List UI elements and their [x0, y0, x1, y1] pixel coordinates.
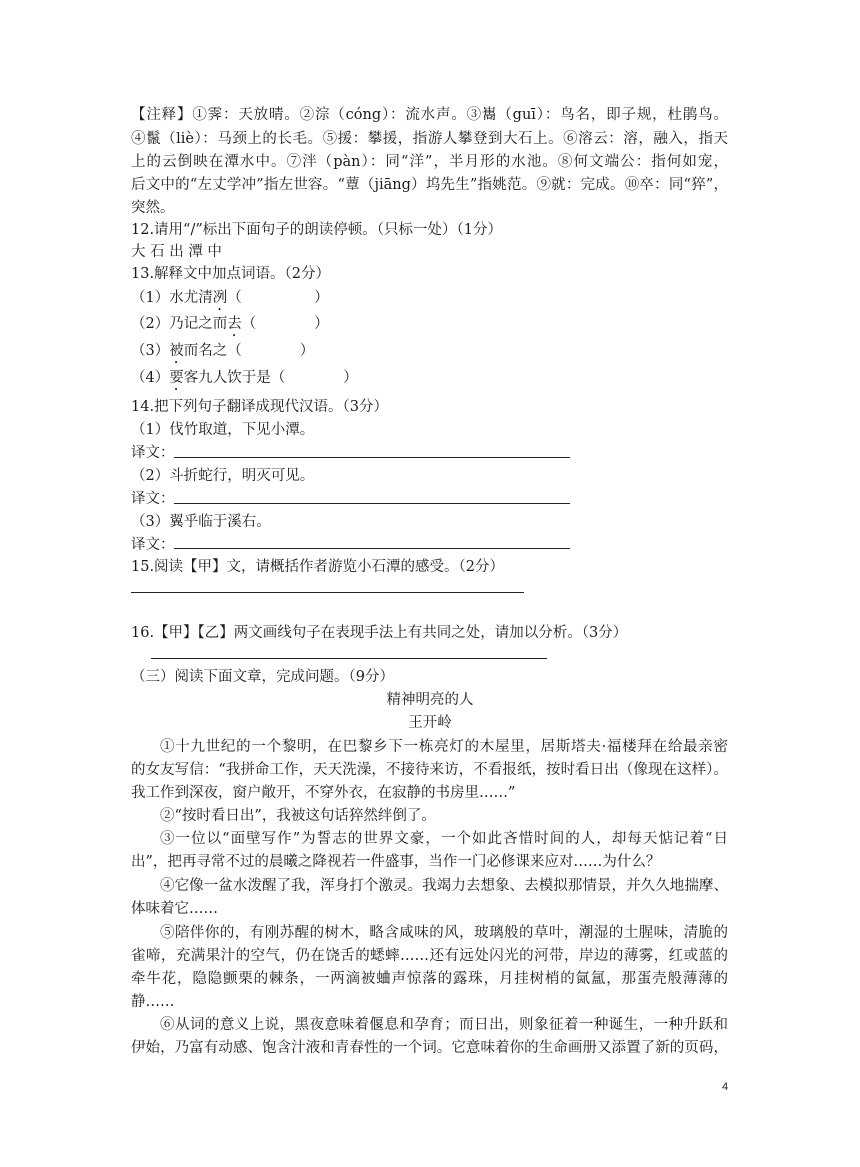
q14-answer-label-1: 译文： [131, 445, 175, 461]
q16-answer-line[interactable] [151, 658, 547, 659]
q13-item-2-dotted-word: 去 [227, 316, 242, 332]
notes-line-2: ④鬣（liè）：马颈上的长毛。⑤援：攀援，指游人攀登到大石上。⑥溶云：溶，融入，指天 [131, 131, 728, 147]
q13-item-4-text: （4） [131, 370, 170, 386]
passage-p5-line-4: 静…… [131, 994, 175, 1010]
notes-line-3: 上的云倒映在潭水中。⑦泮（pàn）：同“洋”，半月形的水池。⑧何文端公：指何如宠， [131, 154, 728, 170]
passage-p5-line-3: 牵牛花，隐隐颤栗的棘条，一两滴被蛐声惊落的露珠，月挂树梢的氤氲，那蛋壳般薄薄的 [131, 971, 728, 987]
q13-item-2-text: （2）乃记之而 [131, 316, 228, 332]
q13-item-3-blank[interactable]: 而名之（ ） [183, 343, 315, 359]
passage-p6-line-2: 伊始，乃富有动感、饱含汁液和青春性的一个词。它意味着你的生命画册又添置了新的页码， [131, 1040, 728, 1056]
q14-answer-label-3: 译文： [131, 537, 175, 553]
question-15-prompt: 15.阅读【甲】文，请概括作者游览小石潭的感受。（2分） [131, 559, 505, 575]
question-12-prompt: 12.请用“/”标出下面句子的朗读停顿。（只标一处）（1分） [131, 222, 502, 238]
q13-item-1-text: （1）水尤清 [131, 290, 213, 306]
question-13-prompt: 13.解释文中加点词语。（2分） [131, 266, 331, 282]
passage-p2-line-1: ②“按时看日出”，我被这句话猝然绊倒了。 [160, 808, 436, 824]
q14-answer-line-3[interactable] [174, 548, 570, 549]
notes-line-4: 后文中的“左丈学冲”指左世容。“蕈（jiāng）坞先生”指姚范。⑨就：完成。⑩卒：同“猝”， [131, 177, 728, 193]
notes-line-5: 突然。 [131, 200, 175, 216]
question-14-prompt: 14.把下列句子翻译成现代汉语。（3分） [131, 399, 389, 415]
passage-p4-line-2: 体味着它…… [131, 901, 218, 917]
q13-item-3-dotted-word: 被 [169, 343, 184, 359]
passage-p3-line-2: 出”，把再寻常不过的晨曦之降视若一件盛事，当作一门必修课来应对……为什么？ [131, 854, 661, 870]
passage-p6-line-1: ⑥从词的意义上说，黑夜意味着偃息和孕育；而日出，则象征着一种诞生，一种升跃和 [160, 1017, 728, 1033]
passage-p1-line-2: 的女友写信：“我拼命工作，天天洗澡，不接待来访，不看报纸，按时看日出（像现在这样）。 [131, 762, 728, 778]
q14-sentence-2: （2）斗折蛇行，明灭可见。 [131, 468, 315, 484]
question-13-item-3 [131, 340, 314, 367]
question-13-item-2 [131, 313, 329, 340]
q14-answer-label-2: 译文： [131, 491, 175, 507]
question-16-prompt: 16.【甲】【乙】两文画线句子在表现手法上有共同之处，请加以分析。（3分） [131, 625, 628, 641]
passage-p4-line-1: ④它像一盆水泼醒了我，浑身打个激灵。我竭力去想象、去模拟那情景，并久久地揣摩、 [160, 878, 728, 894]
question-12-sentence: 大 石 出 潭 中 [131, 244, 222, 260]
q14-answer-line-1[interactable] [174, 457, 570, 458]
section-3-heading: （三）阅读下面文章，完成问题。（9分） [131, 669, 394, 685]
q13-item-2-blank[interactable]: （ ） [241, 316, 329, 332]
passage-p1-line-3: 我工作到深夜，窗户敞开，不穿外衣，在寂静的书房里……” [131, 785, 516, 801]
q15-answer-line[interactable] [131, 592, 524, 593]
q14-answer-line-2[interactable] [174, 503, 570, 504]
q13-item-3-text: （3） [131, 343, 170, 359]
question-13-item-1 [131, 287, 329, 314]
question-13-item-4 [131, 367, 358, 394]
q14-sentence-3: （3）翼乎临于溪右。 [131, 514, 271, 530]
q13-item-4-blank[interactable]: 客九人饮于是（ ） [183, 370, 358, 386]
q13-item-1-dotted-word: 冽 [212, 290, 228, 306]
article-author: 王开岭 [408, 715, 452, 731]
passage-p1-line-1: ①十九世纪的一个黎明，在巴黎乡下一栋亮灯的木屋里，居斯塔夫·福楼拜在给最亲密 [160, 739, 728, 755]
passage-p3-line-1: ③一位以“面壁写作”为誓志的世界文豪，一个如此吝惜时间的人，却每天惦记着“日 [160, 831, 728, 847]
article-title: 精神明亮的人 [386, 692, 474, 708]
page-number: 4 [722, 1081, 729, 1093]
q13-item-1-blank[interactable]: （ ） [227, 290, 329, 306]
passage-p5-line-2: 雀啼，充满果汁的空气，仍在饶舌的蟋蟀……还有远处闪光的河带，岸边的薄雾，红或蓝的 [131, 948, 728, 964]
q14-sentence-1: （1）伐竹取道，下见小潭。 [131, 422, 315, 438]
notes-line-1: 【注释】①霁：天放晴。②淙（cóng）：流水声。③巂（guī）：鸟名，即子规，杜鹃鸟。 [131, 107, 728, 123]
passage-p5-line-1: ⑤陪伴你的，有刚苏醒的树木，略含咸味的风，玻璃般的草叶，潮湿的土腥味，清脆的 [160, 925, 728, 941]
q13-item-4-dotted-word: 要 [169, 370, 184, 386]
